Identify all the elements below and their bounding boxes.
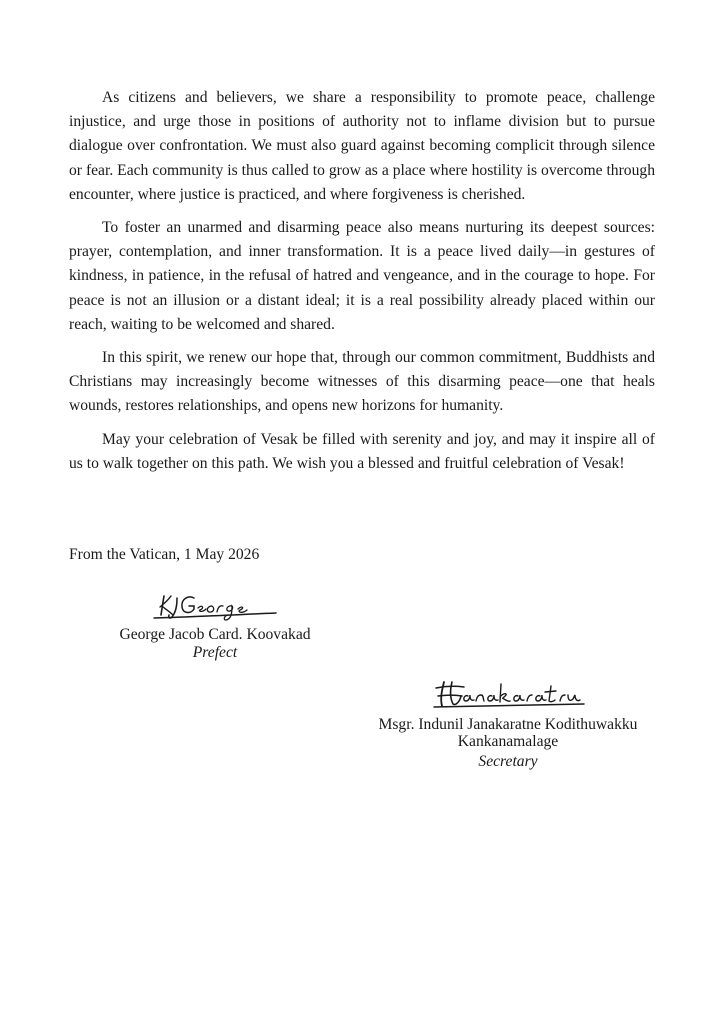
signature-block-secretary: [360, 676, 656, 771]
handwritten-signature-janakaratne: [428, 676, 588, 710]
signatory-title: Prefect: [192, 644, 238, 661]
handwritten-signature-george: [150, 588, 280, 622]
signature-block-prefect: [100, 588, 330, 662]
signatory-title: Secretary: [478, 753, 538, 770]
signatory-name: Msgr. Indunil Janakaratne Kodithuwakku: [378, 716, 638, 733]
letter-body: [69, 86, 655, 485]
signatory-name: George Jacob Card. Koovakad: [119, 626, 311, 643]
paragraph-1: As citizens and believers, we share a responsibility to promote peace, challenge injustice, and urge those in positions of authority not to inflame division but to pursue dialogue over confrontation. We must also guard against becoming complicit through silence or fear. Each community is thus called to grow as a place where hostility is overcome through encounter, where justice is practiced, and where forgiveness is cherished.: [69, 89, 655, 203]
paragraph-3: In this spirit, we renew our hope that, through our common commitment, Buddhists and Christians may increasingly become witnesses of this disarming peace—one that heals wounds, restores relationships, and opens new horizons for humanity.: [69, 349, 655, 415]
paragraph-4: May your celebration of Vesak be filled with serenity and joy, and may it inspire all of us to walk together on this path. We wish you a blessed and fruitful celebration of Vesak!: [69, 430, 655, 472]
dateline: From the Vatican, 1 May 2026: [69, 546, 260, 563]
signatory-name-continued: Kankanamalage: [457, 733, 559, 750]
paragraph-2: To foster an unarmed and disarming peace also means nurturing its deepest sources: prayer, contemplation, and inner transformation. It is a peace lived daily—in gestures of kindness, in patience, in the refusal of hatred and vengeance, and in the courage to hope. For peace is not an illusion or a distant ideal; it is a real possibility already placed within our reach, waiting to be welcomed and shared.: [69, 219, 655, 333]
